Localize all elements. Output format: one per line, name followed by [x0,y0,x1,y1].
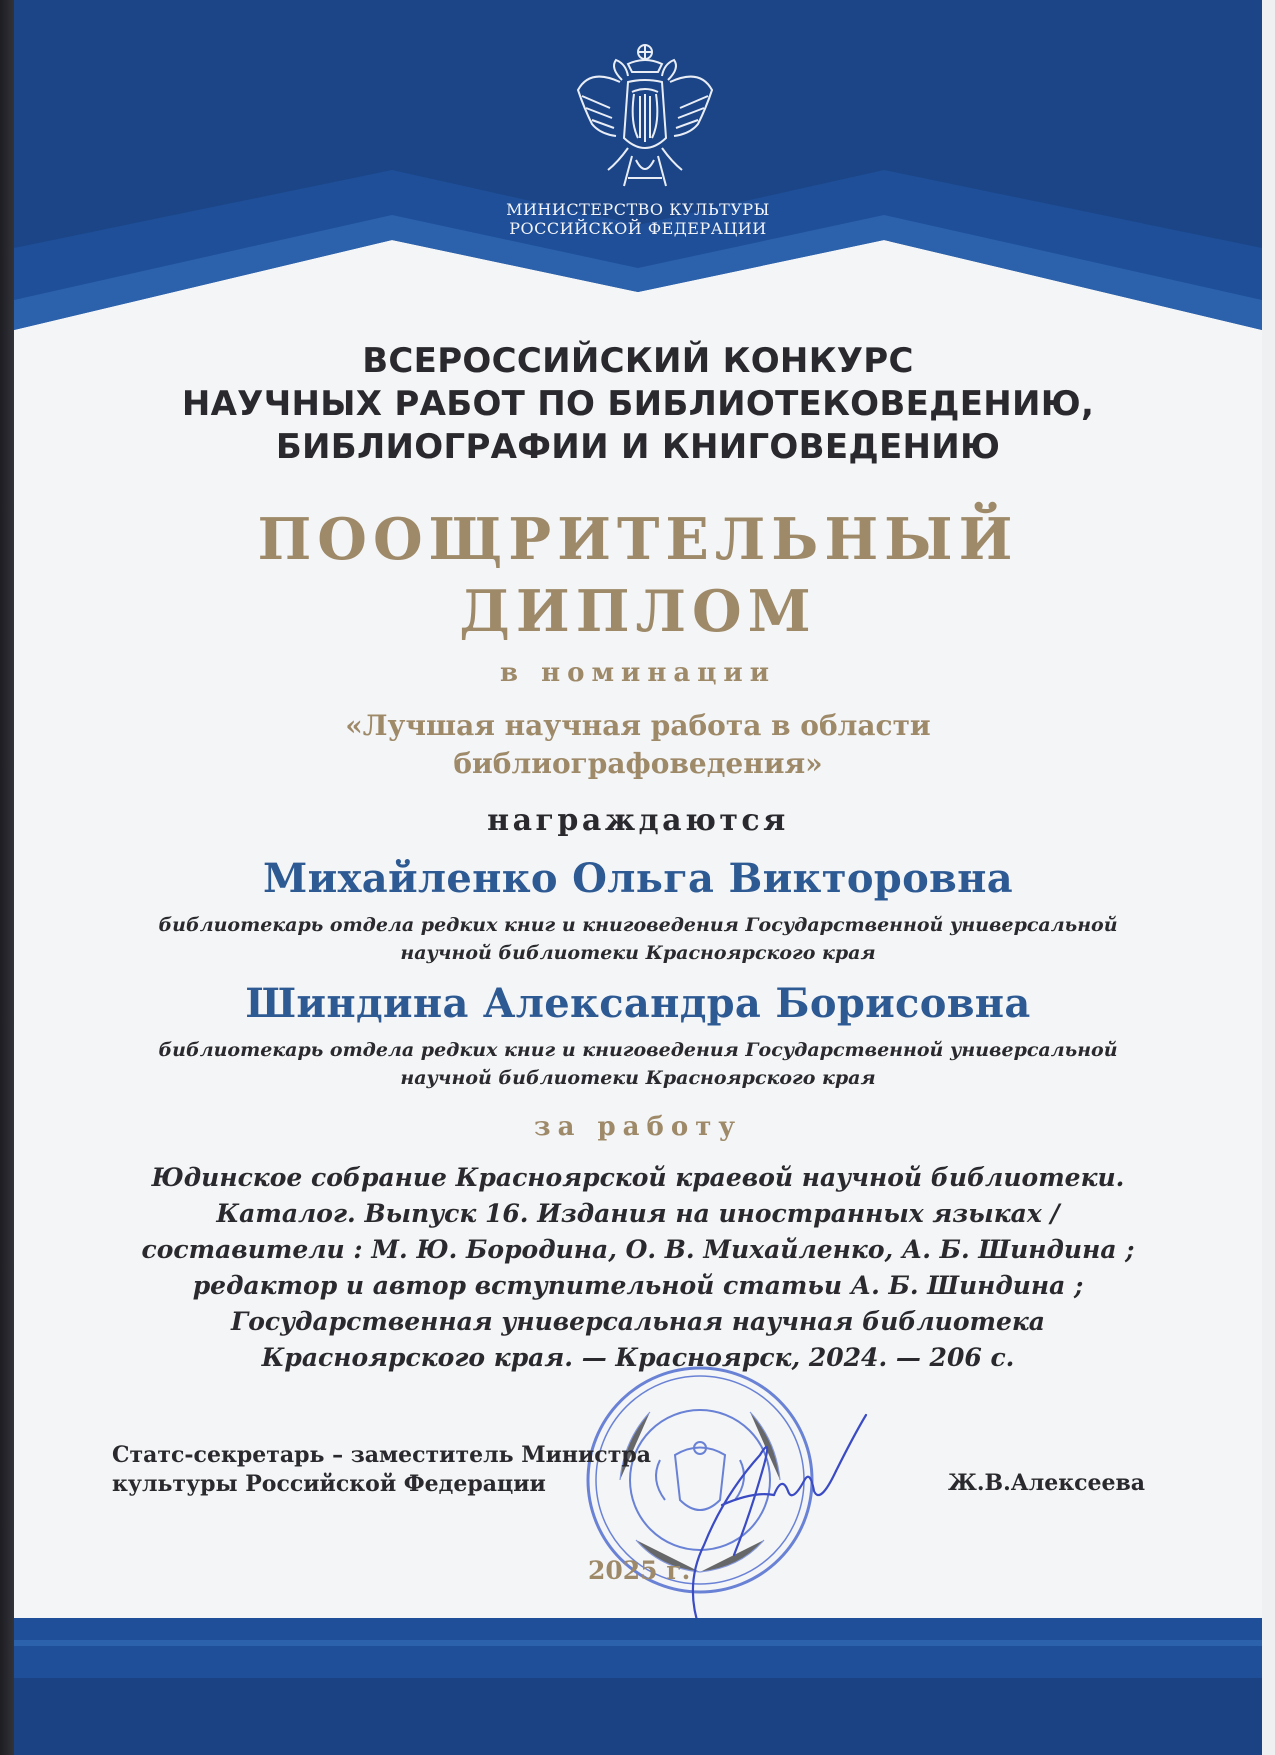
awarded-label: награждаются [487,803,789,838]
recipient-1-name: Михайленко Ольга Викторовна [263,855,1013,902]
contest-title-line3: БИБЛИОГРАФИИ И КНИГОВЕДЕНИЮ [275,427,1001,467]
nomination-title-line2: библиографоведения» [453,747,823,780]
contest-title-line1: ВСЕРОССИЙСКИЙ КОНКУРС [362,341,914,381]
work-line: Каталог. Выпуск 16. Издания на иностранных языках / [216,1199,1060,1228]
work-label: за работу [534,1112,742,1142]
work-line: редактор и автор вступительной статьи А. Б. Шиндина ; [192,1271,1084,1300]
work-line: Красноярского края. — Красноярск, 2024. — 206 с. [261,1343,1015,1372]
recipient-2-role-line1: библиотекарь отдела редких книг и книговедения Государственной универсальной [158,1039,1118,1061]
bottom-band-lower [14,1678,1262,1755]
contest-title-line2: НАУЧНЫХ РАБОТ ПО БИБЛИОТЕКОВЕДЕНИЮ, [181,384,1095,424]
diploma-sheet [14,0,1262,1755]
work-line: Государственная универсальная научная библиотека [230,1307,1045,1336]
diploma-title-line1: ПООЩРИТЕЛЬНЫЙ [257,506,1019,573]
work-line: Юдинское собрание Красноярской краевой научной библиотеки. [151,1163,1125,1192]
recipient-1-role-line2: научной библиотеки Красноярского края [400,942,876,964]
signatory-name: Ж.В.Алексеева [948,1470,1146,1496]
diploma-title-line2: ДИПЛОМ [459,578,817,645]
recipient-2-name: Шиндина Александра Борисовна [245,980,1031,1027]
nomination-label: в номинации [499,658,776,688]
signatory-title-line2: культуры Российской Федерации [112,1471,546,1497]
ministry-name-line1: МИНИСТЕРСТВО КУЛЬТУРЫ [506,200,770,219]
nomination-title-line1: «Лучшая научная работа в области [345,709,931,742]
year: 2025 г. [588,1556,691,1585]
handwritten-signature-icon [664,1395,894,1635]
recipient-1-role-line1: библиотекарь отдела редких книг и книговедения Государственной универсальной [158,914,1118,936]
signatory-title-line1: Статс-секретарь – заместитель Министра [112,1442,651,1468]
bottom-band-stripe [14,1640,1262,1646]
work-line: составители : М. Ю. Бородина, О. В. Михайленко, А. Б. Шиндина ; [141,1235,1135,1264]
ministry-emblem-icon [570,38,720,198]
ministry-name-line2: РОССИЙСКОЙ ФЕДЕРАЦИИ [509,219,767,238]
recipient-2-role-line2: научной библиотеки Красноярского края [400,1067,876,1089]
bottom-blue-band [14,1618,1262,1755]
